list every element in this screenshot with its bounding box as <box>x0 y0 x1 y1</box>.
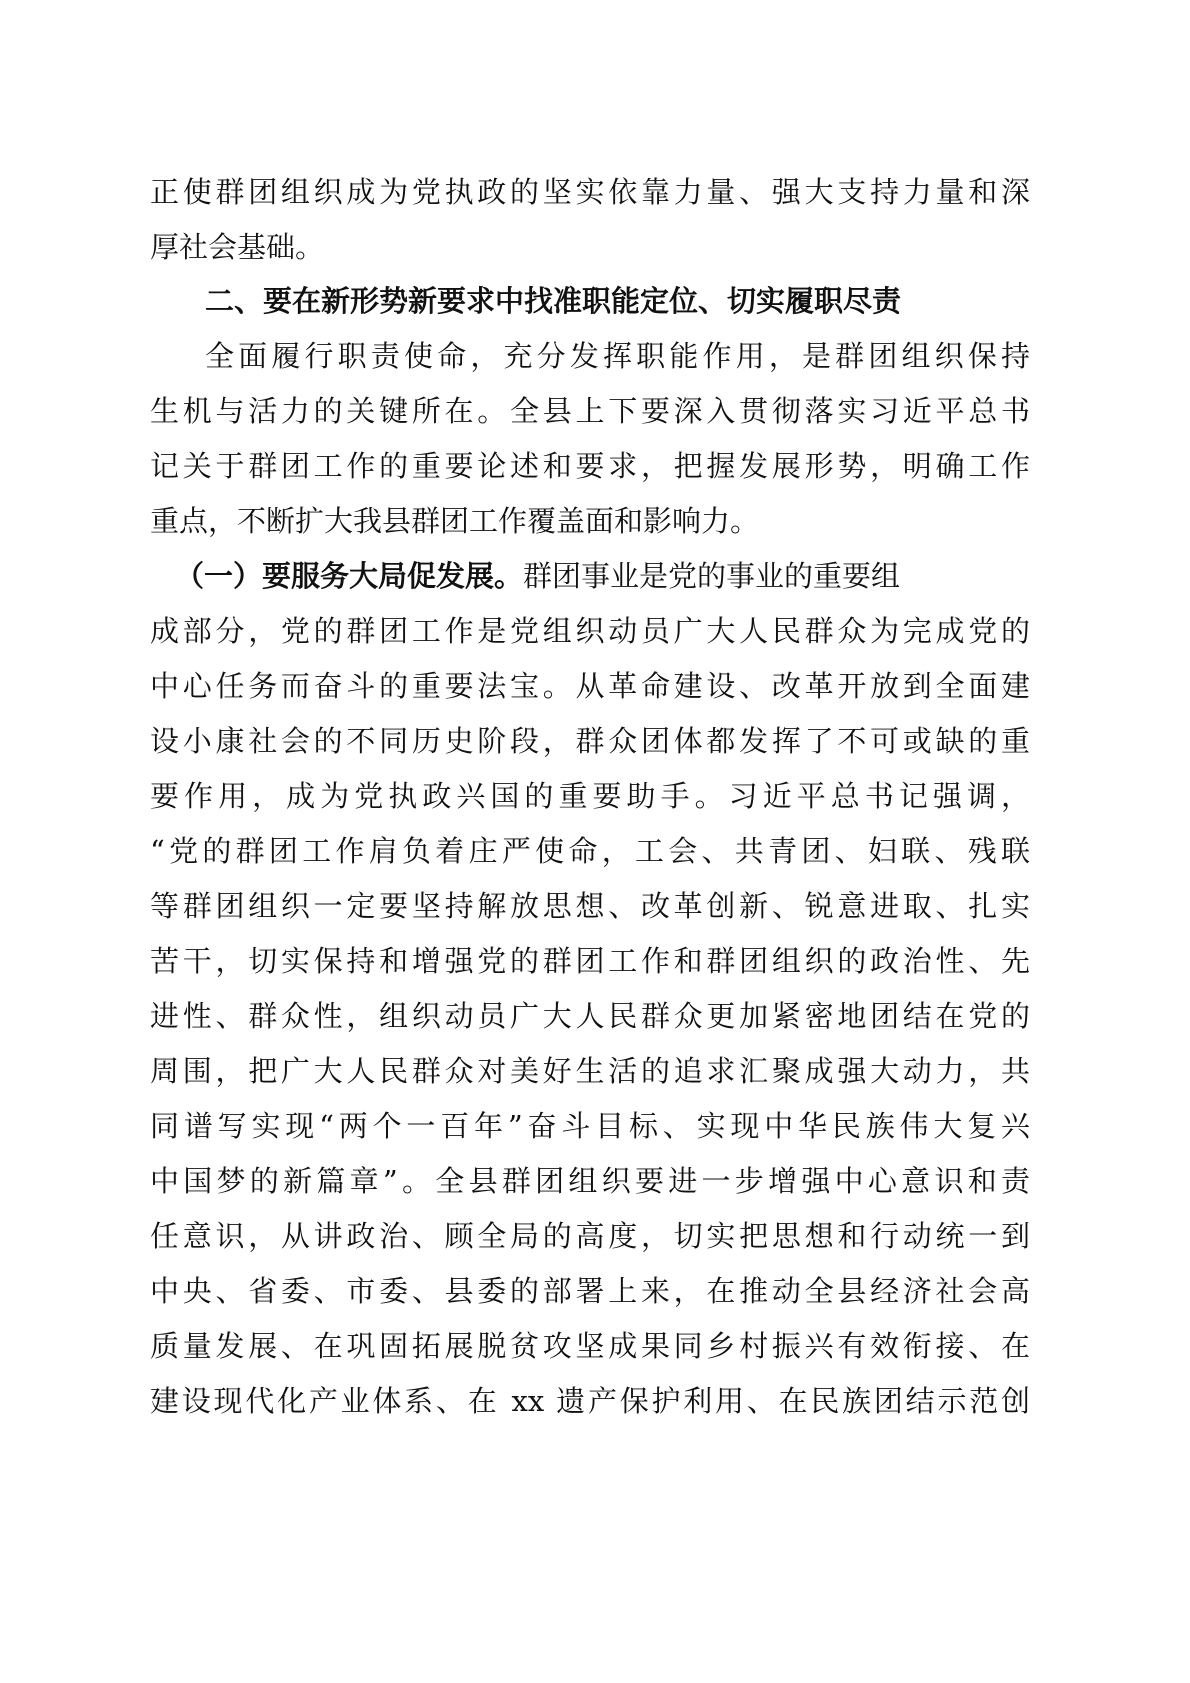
section-heading: 二、要在新形势新要求中找准职能定位、切实履职尽责 <box>205 284 902 318</box>
paragraph-line: 等群团组织一定要坚持解放思想、改革创新、锐意进取、扎实 <box>150 889 1030 923</box>
paragraph-line: 成部分，党的群团工作是党组织动员广大人民群众为完成党的 <box>150 614 1030 648</box>
paragraph-line: 正使群团组织成为党执政的坚实依靠力量、强大支持力量和深 <box>150 175 1030 209</box>
paragraph-line: 任意识，从讲政治、顾全局的高度，切实把思想和行动统一到 <box>150 1219 1030 1253</box>
paragraph-line: 生机与活力的关键所在。全县上下要深入贯彻落实习近平总书 <box>150 394 1030 428</box>
subheading-text: （一）要服务大局促发展。 <box>175 559 524 593</box>
paragraph-line: 记关于群团工作的重要论述和要求，把握发展形势，明确工作 <box>150 449 1030 483</box>
paragraph-line-with-subheading <box>175 548 1030 604</box>
paragraph-text: 群团事业是党的事业的重要组 <box>523 559 901 593</box>
paragraph-line: 质量发展、在巩固拓展脱贫攻坚成果同乡村振兴有效衔接、在 <box>150 1329 1030 1363</box>
paragraph-line: 厚社会基础。 <box>150 230 325 264</box>
paragraph-line: 全面履行职责使命，充分发挥职能作用，是群团组织保持 <box>205 339 1030 373</box>
paragraph-line: 进性、群众性，组织动员广大人民群众更加紧密地团结在党的 <box>150 999 1030 1033</box>
paragraph-line: 建设现代化产业体系、在 xx 遗产保护利用、在民族团结示范创 <box>150 1384 1030 1418</box>
paragraph-line: 设小康社会的不同历史阶段，群众团体都发挥了不可或缺的重 <box>150 724 1030 758</box>
paragraph-line: 中心任务而奋斗的重要法宝。从革命建设、改革开放到全面建 <box>150 669 1030 703</box>
paragraph-line: 苦干，切实保持和增强党的群团工作和群团组织的政治性、先 <box>150 944 1030 978</box>
paragraph-line: 重点，不断扩大我县群团工作覆盖面和影响力。 <box>150 504 760 538</box>
paragraph-line: 同谱写实现“两个一百年”奋斗目标、实现中华民族伟大复兴 <box>150 1109 1030 1143</box>
paragraph-line: 要作用，成为党执政兴国的重要助手。习近平总书记强调， <box>150 779 1030 813</box>
paragraph-line: 中央、省委、市委、县委的部署上来，在推动全县经济社会高 <box>150 1274 1030 1308</box>
paragraph-line: 中国梦的新篇章”。全县群团组织要进一步增强中心意识和责 <box>150 1164 1030 1198</box>
paragraph-line: “党的群团工作肩负着庄严使命，工会、共青团、妇联、残联 <box>150 834 1030 868</box>
paragraph-line: 周围，把广大人民群众对美好生活的追求汇聚成强大动力，共 <box>150 1054 1030 1088</box>
